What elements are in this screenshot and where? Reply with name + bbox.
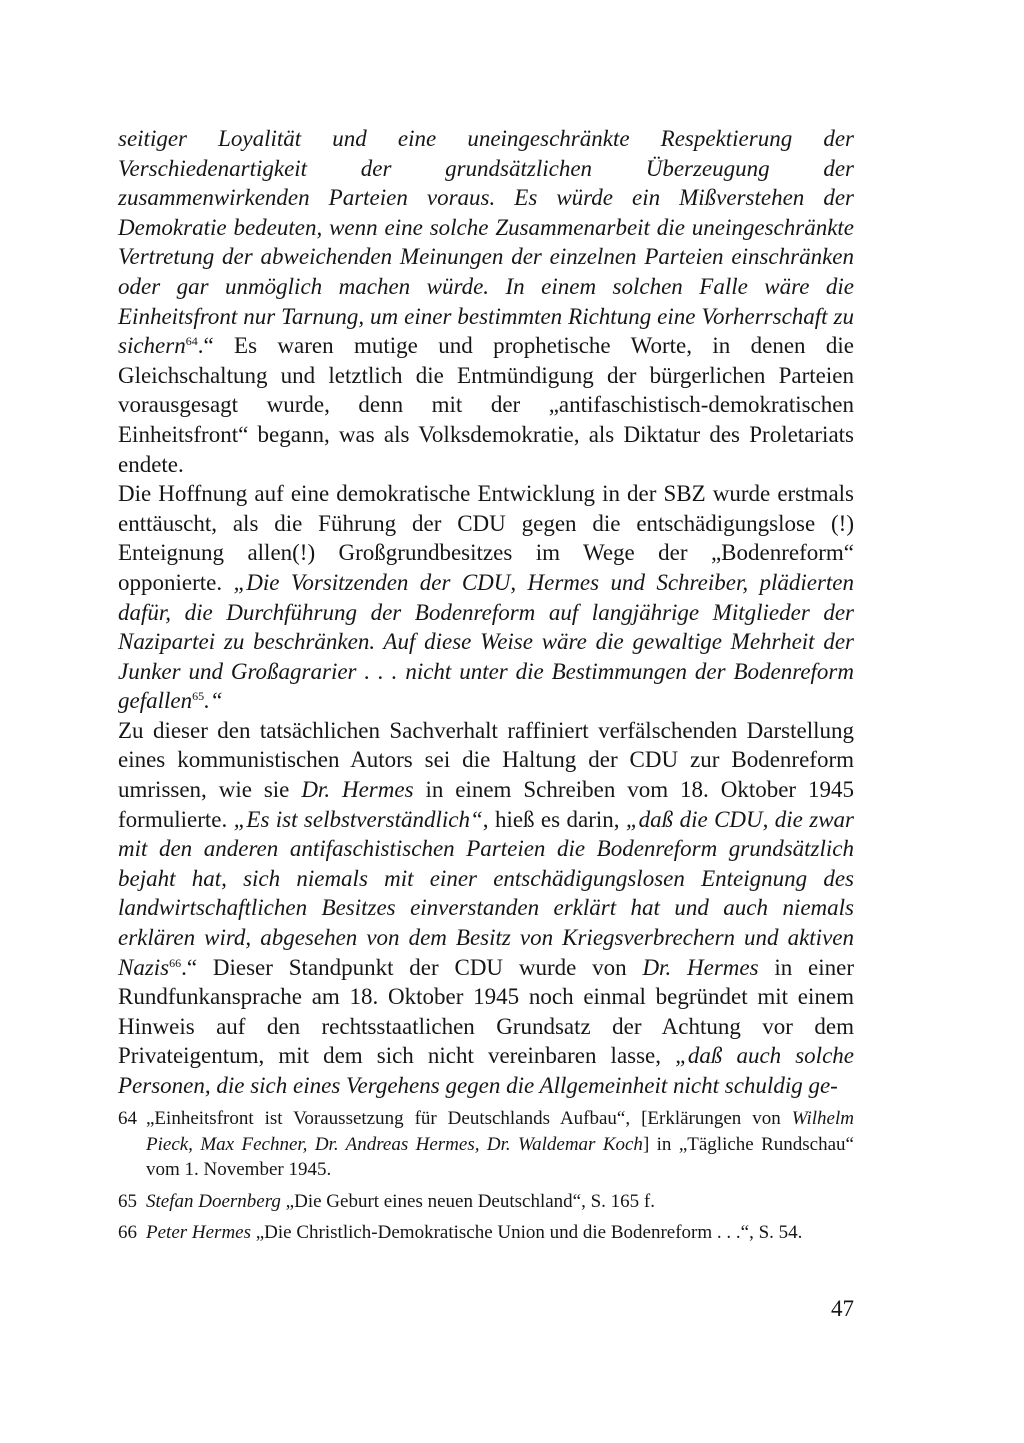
footnote-reference: 64 — [185, 334, 198, 349]
text-run: „Die Christlich-Demokratische Union und die Bodenreform . . .“, S. 54. — [251, 1222, 803, 1243]
italic-text-run: Dr. Hermes — [642, 954, 759, 980]
footnote-text — [146, 1106, 854, 1183]
text-run: Zu dieser den tatsächlichen Sachverhalt raffiniert verfälschenden Darstellung eines kommunistischen Autors sei die Haltung der CDU zur Bodenreform umrissen, wie sie — [118, 717, 854, 803]
text-run: , hieß es darin, — [482, 806, 626, 832]
footnote-text — [146, 1220, 854, 1246]
text-run: in einer Rundfunkansprache am 18. Oktober 1945 noch einmal begründet mit einem Hinweis auf den rechtsstaatlichen Grundsatz der Achtung vor dem Privateigentum, mit dem sich nicht vereinbaren lasse, — [118, 954, 855, 1069]
italic-text-run: Peter Hermes — [146, 1222, 251, 1243]
footnote-number: 66 — [118, 1222, 137, 1243]
italic-text-run: .“ — [204, 688, 223, 714]
paragraph — [118, 479, 854, 716]
footnote-reference: 65 — [192, 689, 205, 704]
text-run: in einem Schreiben vom 18. Oktober 1945 formulierte. — [118, 777, 854, 832]
paragraph — [118, 716, 854, 1101]
italic-text-run: Stefan Doernberg — [146, 1190, 281, 1212]
footnote-number: 65 — [118, 1190, 137, 1212]
footnote-text — [146, 1189, 854, 1215]
footnote — [118, 1106, 854, 1183]
italic-text-run: „daß die CDU, die zwar mit den anderen antifaschistischen Parteien die Bodenreform grundsätzlich bejaht hat, sich niemals mit einer entschädigungslosen Enteignung des landwirtschaftlichen Besitzes einverstanden erklärt hat und auch niemals erklären wird, abgesehen von dem Besitz von Kriegsverbrechern und aktiven Nazis — [118, 806, 855, 980]
main-text — [118, 124, 854, 1101]
italic-text-run: „Es ist selbstverständlich“ — [233, 806, 483, 832]
footnote — [118, 1220, 854, 1246]
text-run: .“ Dieser Standpunkt der CDU wurde von — [181, 954, 643, 980]
paragraph — [118, 124, 854, 479]
italic-text-run: seitiger Loyalität und eine uneingeschränkte Respektierung der Verschiedenartigkeit der grundsätzlichen Überzeugung der zusammenwirkenden Parteien voraus. Es würde ein Mißverstehen der Demokratie bedeuten, wenn eine solche Zusammenarbeit die uneingeschränkte Vertretung der abweichenden Meinungen der einzelnen Parteien einschränken oder gar unmöglich machen würde. In einem solchen Falle wäre die Einheitsfront nur Tarnung, um einer bestimmten Richtung eine Vorherrschaft zu sichern — [118, 126, 854, 359]
italic-text-run: Dr. Hermes — [301, 777, 414, 803]
text-run: „Einheitsfront ist Voraussetzung für Deutschlands Aufbau“, [Erklärungen von — [146, 1108, 792, 1129]
italic-text-run: „Die Vorsitzenden der CDU, Hermes und Schreiber, plädierten dafür, die Durchführung der Bodenreform auf langjährige Mitglieder der Nazipartei zu beschränken. Auf diese Weise wäre die gewaltige Mehrheit der Junker und Großagrarier . . . nicht unter die Bestimmungen der Bodenreform gefallen — [118, 569, 855, 714]
footnotes — [118, 1106, 854, 1252]
footnote-number: 64 — [118, 1108, 137, 1129]
text-run: .“ Es waren mutige und prophetische Worte, in denen die Gleichschaltung und letztlich die Entmündigung der bürgerlichen Parteien vorausgesagt wurde, denn mit der „antifaschistisch-demokratischen Einheitsfront“ begann, was als Volksdemokratie, als Diktatur des Proletariats endete. — [118, 333, 854, 477]
text-run: ] in „Tägliche Rundschau“ vom 1. November 1945. — [146, 1133, 854, 1180]
text-run: Die Hoffnung auf eine demokratische Entwicklung in der SBZ wurde erstmals enttäuscht, als die Führung der CDU gegen die entschädigungslose (!) Enteignung allen(!) Großgrundbesitzes im Wege der „Bodenreform“ opponierte. — [118, 481, 854, 595]
footnote-reference: 66 — [169, 955, 182, 970]
italic-text-run: Wilhelm Pieck, Max Fechner, Dr. Andreas Hermes, Dr. Waldemar Koch — [146, 1108, 854, 1155]
body-paragraphs — [118, 124, 854, 1101]
page-number: 47 — [831, 1296, 854, 1321]
italic-text-run: „daß auch solche Personen, die sich eines Vergehens gegen die Allgemeinheit nicht schuldig ge- — [118, 1043, 854, 1098]
footnote — [118, 1189, 854, 1215]
text-run: „Die Geburt eines neuen Deutschland“, S. 165 f. — [280, 1190, 656, 1212]
